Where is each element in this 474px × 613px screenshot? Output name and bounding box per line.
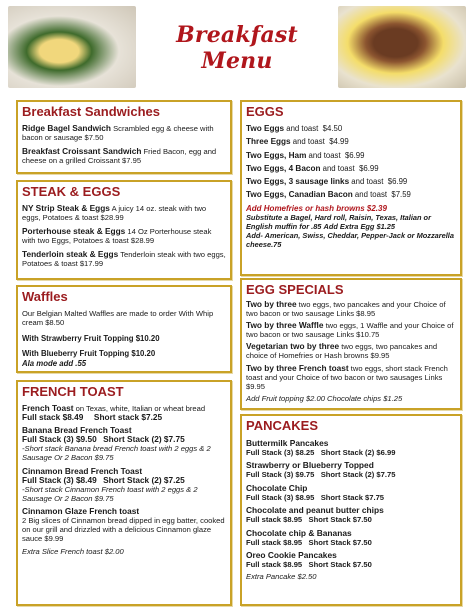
pancake-item	[246, 438, 456, 457]
item-name: Breakfast Croissant Sandwich	[22, 146, 142, 157]
item-desc: and toast	[320, 163, 355, 173]
steak-item	[22, 250, 226, 268]
french-toast-item	[22, 467, 226, 503]
full-stack: Full Stack (3) $8.49	[22, 474, 97, 485]
item-price: $4.99	[329, 137, 349, 147]
item-name: Two Eggs, Ham	[246, 150, 307, 160]
full-stack: Full stack $8.49	[22, 412, 84, 423]
extra-pancake: Extra Pancake $2.50	[246, 572, 317, 582]
item-name: French Toast	[22, 403, 74, 413]
short-stack: Short Stack (2) $7.75	[320, 470, 396, 480]
short-stack: Short Stack $7.50	[308, 537, 372, 547]
item-desc: two eggs, 1 Waffle and your Choice of two bacon or two sausage Links $10.75	[246, 321, 454, 340]
waffles-heading: Waffles	[22, 289, 68, 304]
item-name: Two Eggs, 4 Bacon	[246, 163, 321, 173]
egg-specials-heading: EGG SPECIALS	[246, 282, 344, 297]
sandwich-item	[22, 124, 226, 142]
waffles-desc: Our Belgian Malted Waffles are made to order With Whip cream $8.50	[22, 309, 214, 328]
item-desc: two eggs, two pancakes and your Choice of two bacon or two sausage Links $8.95	[246, 300, 446, 319]
waffle-topping: With Blueberry Fruit Topping $10.20	[22, 349, 156, 359]
egg-item	[246, 151, 456, 160]
french-toast-item	[22, 507, 226, 543]
item-price: $6.99	[359, 163, 379, 173]
item-name: Strawberry or Blueberry Topped	[246, 460, 374, 471]
item-name: Cinnamon Bread French Toast	[22, 465, 143, 476]
steak-heading: STEAK & EGGS	[22, 184, 121, 199]
item-name: Banana Bread French Toast	[22, 425, 132, 436]
egg-special-item	[246, 300, 456, 318]
item-name: Three Eggs	[246, 137, 291, 147]
full-stack: Full Stack (3) $8.25	[246, 448, 315, 457]
waffle-ala-mode: Ala mode add .55	[22, 358, 87, 368]
item-desc: and toast	[306, 150, 341, 160]
item-name: Buttermilk Pancakes	[246, 438, 329, 448]
item-desc: 2 Big slices of Cinnamon bread dipped in egg batter, cooked on our grill and drizzled with a delicious Cinnamon glaze sauce $9.99	[22, 516, 225, 544]
item-name: Two by three French toast	[246, 362, 349, 373]
item-desc: 14 Oz Porterhouse steak with two Eggs, Potatoes & toast $28.99	[22, 227, 212, 246]
item-name: Two by three	[246, 299, 297, 309]
menu-title: Breakfast Menu	[176, 22, 298, 74]
egg-special-item	[246, 342, 456, 360]
steak-item	[22, 227, 226, 245]
full-stack: Full Stack (3) $9.75	[246, 470, 315, 480]
item-name: NY Strip Steak & Eggs	[22, 203, 110, 213]
sandwich-item	[22, 147, 226, 165]
item-desc: and toast	[290, 137, 325, 147]
steak-box	[16, 180, 232, 280]
substitute-note	[246, 213, 456, 231]
short-stack: Short Stack $7.50	[308, 560, 372, 570]
item-name: Oreo Cookie Pancakes	[246, 550, 337, 561]
item-note: -Short stack Banana bread French toast with 2 eggs & 2 Sausage Or 2 Bacon $9.75	[22, 444, 211, 463]
item-desc: and toast	[352, 190, 388, 200]
pancake-item	[246, 528, 456, 547]
full-stack: Full Stack (3) $8.95	[246, 492, 315, 502]
item-name: Two Eggs, Canadian Bacon	[246, 190, 353, 200]
item-name: Two Eggs, 3 sausage links	[246, 177, 350, 187]
short-stack: Short stack $7.25	[93, 412, 163, 423]
full-stack: Full stack $8.95	[246, 537, 303, 547]
item-desc: Fried Bacon, egg and cheese on a grilled Croissant $7.95	[22, 147, 217, 166]
french-toast-item	[22, 426, 226, 462]
steak-item	[22, 204, 226, 222]
item-name: Tenderloin steak & Eggs	[22, 249, 119, 260]
sandwiches-box	[16, 100, 232, 174]
waffle-topping: With Strawberry Fruit Topping $10.20	[22, 334, 160, 344]
egg-special-item	[246, 364, 456, 391]
full-stack: Full stack $8.95	[246, 560, 303, 570]
pancake-item	[246, 550, 456, 569]
item-desc: on Texas, white, Italian or wheat bread	[73, 404, 206, 413]
item-name: Chocolate chip & Bananas	[246, 527, 352, 538]
pancake-item	[246, 505, 456, 524]
egg-item	[246, 137, 456, 146]
item-name: Cinnamon Glaze French toast	[22, 505, 140, 516]
item-price: $4.50	[322, 124, 343, 133]
eggs-heading: EGGS	[246, 104, 284, 119]
short-stack: Short Stack (2) $6.99	[320, 448, 396, 457]
item-name: Ridge Bagel Sandwich	[22, 123, 111, 133]
item-price: $7.59	[391, 190, 411, 200]
pancake-item	[246, 460, 456, 479]
item-desc: and toast	[284, 124, 319, 133]
waffles-box	[16, 285, 232, 373]
item-desc: Scrambled egg & cheese with bacon or sausage $7.50	[22, 124, 214, 143]
short-stack: Short Stack (2) $7.75	[103, 434, 185, 445]
short-stack: Short Stack $7.75	[320, 492, 385, 502]
full-stack: Full stack $8.95	[246, 515, 303, 525]
cheese-addon: Add- American, Swiss, Cheddar, Pepper-Jack or Mozzarella cheese.75	[246, 230, 454, 249]
item-desc: two eggs, short stack French toast and your Choice of two bacon or two sausages Links $9.95	[246, 363, 448, 391]
egg-item	[246, 177, 456, 186]
egg-item	[246, 190, 456, 199]
item-desc: two eggs, two pancakes and choice of Homefries or Hash browns $9.95	[246, 342, 438, 361]
item-name: Two Eggs	[246, 124, 285, 133]
pancakes-box	[240, 414, 462, 606]
french-toast-extra: Extra Slice French toast $2.00	[22, 547, 124, 557]
egg-item	[246, 164, 456, 173]
pancakes-heading: PANCAKES	[246, 418, 318, 433]
substitute-text: Substitute a Bagel, Hard roll, Raisin, Texas, Italian or English muffin for .85	[246, 212, 431, 231]
eggs-box	[240, 100, 462, 276]
full-stack: Full Stack (3) $9.50	[22, 434, 97, 445]
item-note: -Short stack Cinnamon French toast with 2 eggs & 2 Sausage Or 2 Bacon $9.75	[22, 484, 198, 503]
french-toast-item	[22, 404, 226, 422]
egg-specials-box	[240, 278, 462, 410]
item-name: Chocolate and peanut butter chips	[246, 505, 384, 516]
pancake-photo	[338, 6, 466, 88]
egg-item	[246, 124, 456, 133]
item-name: Porterhouse steak & Eggs	[22, 226, 126, 237]
short-stack: Short Stack (2) $7.25	[103, 474, 185, 485]
item-desc: and toast	[349, 177, 384, 187]
item-name: Chocolate Chip	[246, 482, 308, 493]
egg-specials-addons: Add Fruit topping $2.00 Chocolate chips $1.25	[246, 393, 403, 403]
pancake-item	[246, 483, 456, 502]
french-toast-heading: FRENCH TOAST	[22, 384, 124, 399]
sandwiches-heading: Breakfast Sandwiches	[22, 104, 161, 119]
egg-special-item	[246, 321, 456, 339]
homefries-addon: Add Homefries or hash browns $2.39	[246, 203, 387, 213]
item-name: Two by three Waffle	[246, 320, 324, 331]
item-desc: Tenderloin steak with two eggs, Potatoes & toast $17.99	[22, 250, 226, 269]
extra-egg-text: Add Extra Egg $1.25	[323, 221, 395, 231]
item-name: Vegetarian two by three	[246, 341, 340, 352]
short-stack: Short Stack $7.50	[308, 515, 372, 525]
benedict-photo	[8, 6, 136, 88]
item-desc: A juicy 14 oz. steak with two eggs, Potatoes & toast $28.99	[22, 204, 207, 223]
item-price: $6.99	[387, 177, 408, 187]
item-price: $6.99	[344, 150, 365, 160]
french-toast-box	[16, 380, 232, 606]
